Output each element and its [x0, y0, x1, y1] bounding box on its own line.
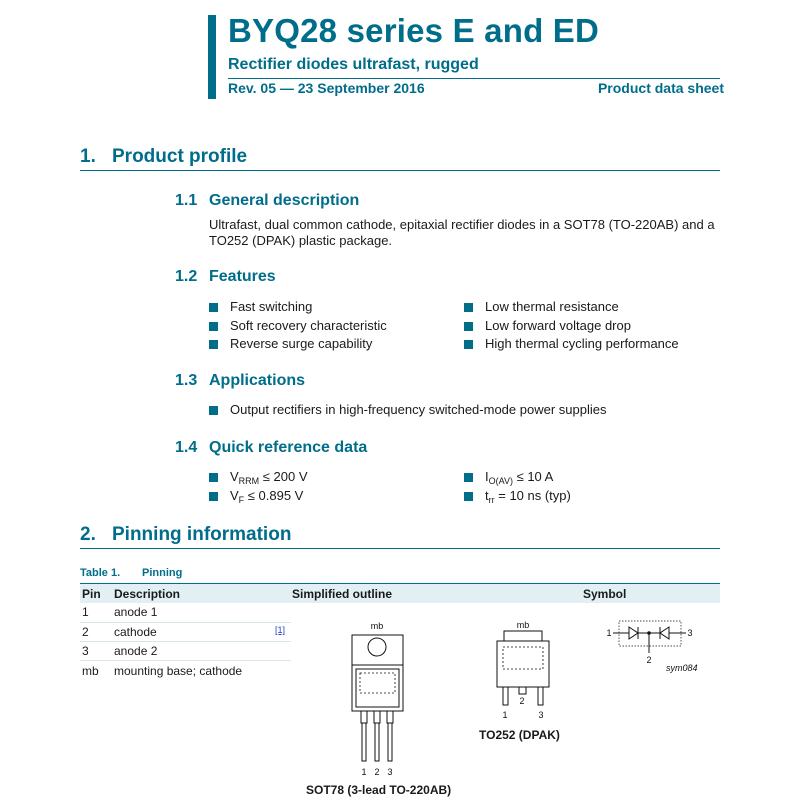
list-item: [209, 318, 449, 337]
list-item: [209, 336, 449, 355]
to252-caption: TO252 (DPAK): [479, 728, 560, 742]
sot78-caption: SOT78 (3-lead TO-220AB): [306, 783, 452, 797]
sot78-pin-2-label: 2: [374, 767, 380, 777]
vf-subscript: F: [238, 494, 245, 505]
subsection-1-1-heading: [175, 192, 359, 210]
subsection-1-2-number: 1.2: [175, 268, 198, 285]
trr-limit: = 10 ns (typ): [494, 487, 571, 503]
vrrm-symbol: V: [230, 469, 239, 484]
list-item: [464, 318, 714, 337]
sot78-mb-label: mb: [370, 621, 384, 631]
footnote-link[interactable]: [1]: [275, 625, 286, 635]
subsection-1-3-number: 1.3: [175, 372, 198, 389]
document-title: BYQ28 series E and ED: [228, 12, 600, 49]
bullet-square-icon: [209, 340, 218, 349]
table-cell-pin: mb: [82, 664, 99, 678]
sot78-pin-1-label: 1: [361, 767, 367, 777]
list-item: [209, 469, 449, 488]
symbol-pin-1-label: 1: [606, 628, 612, 638]
subsection-1-4-title: Quick reference data: [209, 439, 368, 456]
io-value: [485, 469, 553, 484]
subsection-1-2-heading: [175, 268, 276, 286]
general-description: [209, 217, 719, 249]
table-title: Pinning: [142, 567, 183, 579]
io-limit: ≤ 10 A: [512, 469, 554, 484]
list-item: [464, 488, 714, 507]
bullet-square-icon: [464, 340, 473, 349]
table-cell-description: cathode: [114, 625, 157, 639]
feature-text: Soft recovery characteristic: [230, 317, 387, 333]
list-item: [464, 299, 714, 318]
column-header-outline: Simplified outline: [292, 587, 393, 601]
table-cell-description: anode 1: [114, 605, 158, 619]
column-header-pin: Pin: [82, 587, 101, 601]
application-text: Output rectifiers in high-frequency switched-mode power supplies: [230, 402, 607, 417]
bullet-square-icon: [209, 303, 218, 312]
vrrm-subscript: RRM: [238, 476, 260, 486]
general-description-line-1: Ultrafast, dual common cathode, epitaxial rectifier diodes in a SOT78 (TO-220AB) and a: [209, 217, 715, 232]
table-number: Table 1.: [80, 567, 121, 579]
section-1-number: 1.: [80, 146, 96, 167]
document-subtitle: Rectifier diodes ultrafast, rugged: [228, 56, 479, 73]
io-subscript: O(AV): [488, 476, 513, 486]
vf-value: [230, 488, 303, 503]
table-cell-description: anode 2: [114, 644, 158, 658]
feature-text: Reverse surge capability: [230, 336, 373, 351]
symbol-code-label: sym084: [666, 663, 698, 673]
column-header-symbol: Symbol: [583, 587, 627, 601]
table-caption: [80, 567, 182, 579]
list-item: [209, 402, 709, 421]
list-item: [464, 336, 714, 355]
vrrm-limit: ≤ 200 V: [259, 469, 308, 484]
vf-limit: ≤ 0.895 V: [244, 487, 304, 503]
revision-date: Rev. 05 — 23 September 2016: [228, 80, 425, 96]
subsection-1-3-heading: [175, 372, 305, 390]
trr-subscript: rr: [488, 494, 495, 505]
table-row-divider: [80, 660, 291, 661]
sot78-outline-drawing: [340, 615, 420, 780]
diode-symbol-drawing: [600, 615, 700, 675]
to252-pin-3-label: 3: [538, 710, 544, 720]
to252-mb-label: mb: [516, 620, 530, 630]
table-cell-pin: 2: [82, 625, 89, 639]
trr-symbol: t: [485, 487, 489, 503]
subsection-1-3-title: Applications: [209, 372, 306, 389]
section-1-heading: [80, 146, 247, 168]
list-item: [464, 469, 714, 488]
column-header-description: Description: [114, 587, 181, 601]
list-item: [209, 488, 449, 507]
table-cell-description: mounting base; cathode: [114, 664, 243, 678]
section-2-title: Pinning information: [112, 524, 292, 545]
features-list-right: [464, 299, 714, 355]
to252-pin-1-label: 1: [502, 710, 508, 720]
trr-value: [485, 488, 571, 503]
section-2-number: 2.: [80, 524, 96, 545]
subsection-1-4-number: 1.4: [175, 439, 198, 456]
bullet-square-icon: [464, 473, 473, 482]
features-list-left: [209, 299, 449, 355]
header-rule: [228, 78, 720, 79]
symbol-pin-2-label: 2: [646, 655, 652, 665]
quickref-list-left: [209, 469, 449, 506]
subsection-1-1-number: 1.1: [175, 192, 198, 209]
bullet-square-icon: [209, 492, 218, 501]
to252-pin-2-label: 2: [519, 696, 525, 706]
table-cell-pin: 3: [82, 644, 89, 658]
list-item: [209, 299, 449, 318]
document-type: Product data sheet: [597, 80, 724, 96]
subsection-1-4-heading: [175, 439, 367, 457]
bullet-square-icon: [464, 322, 473, 331]
feature-text: Low forward voltage drop: [485, 317, 631, 333]
general-description-line-2: TO252 (DPAK) plastic package.: [209, 233, 393, 248]
sot78-pin-3-label: 3: [387, 767, 393, 777]
section-1-rule: [80, 170, 720, 171]
section-2-rule: [80, 548, 720, 549]
bullet-square-icon: [209, 406, 218, 415]
bullet-square-icon: [209, 322, 218, 331]
to252-outline-drawing: [488, 615, 558, 725]
section-2-heading: [80, 524, 291, 546]
table-row-divider: [80, 641, 291, 642]
io-symbol: I: [485, 469, 489, 484]
subsection-1-2-title: Features: [209, 268, 276, 285]
feature-text: High thermal cycling performance: [485, 336, 679, 351]
vf-symbol: V: [230, 487, 239, 503]
table-cell-pin: 1: [82, 605, 89, 619]
bullet-square-icon: [464, 492, 473, 501]
feature-text: Low thermal resistance: [485, 299, 619, 314]
vrrm-value: [230, 469, 308, 484]
section-1-title: Product profile: [112, 146, 248, 167]
feature-text: Fast switching: [230, 299, 313, 314]
table-row-divider: [80, 622, 291, 623]
applications-list: [209, 402, 709, 421]
subsection-1-1-title: General description: [209, 192, 360, 209]
bullet-square-icon: [464, 303, 473, 312]
symbol-pin-3-label: 3: [687, 628, 693, 638]
bullet-square-icon: [209, 473, 218, 482]
quickref-list-right: [464, 469, 714, 506]
header-accent-bar: [208, 15, 216, 99]
